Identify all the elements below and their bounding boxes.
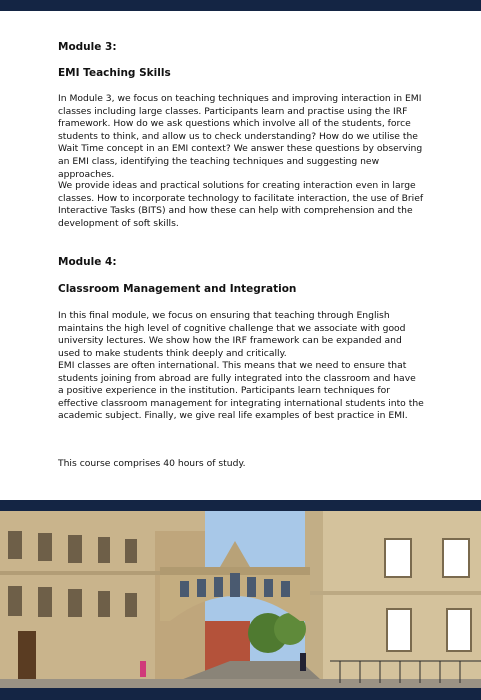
course-hours-note: This course comprises 40 hours of study. — [58, 458, 246, 469]
module-4-paragraph-2: EMI classes are often international. This means that we need to ensure that students joining from abroad are fully integrated into the classroom and have a positive experience in the institution. Participants learn techniques for effective classroom management for integrating international students into the academic subject. Finally, we give real life examples of best practice in EMI. — [58, 360, 424, 422]
bridge-of-sighs-photo — [0, 511, 481, 688]
module-4-paragraph-1: In this final module, we focus on ensuring that teaching through English maintains the high level of cognitive challenge that we associate with good university lectures. We show how the IRF framework can be expanded and used to make students think deeply and critically. — [58, 310, 406, 359]
divider-band — [0, 500, 481, 511]
module-3-paragraph-1: In Module 3, we focus on teaching techniques and improving interaction in EMI classes including large classes. Participants learn and practise using the IRF framework. How do we ask questions which involve all of the students, force students to think, and allow us to check understanding? How do we utilise the Wait Time concept in an EMI context? We answer these questions by observing an EMI class, identifying the teaching techniques and suggesting new approaches. — [58, 93, 423, 180]
module-4-label: Module 4: — [58, 256, 117, 268]
module-3-label: Module 3: — [58, 41, 117, 53]
module-3-paragraph-2: We provide ideas and practical solutions for creating interaction even in large classes. How to incorporate technology to facilitate interaction, the use of Brief Interactive Tasks (BITS) and how these can help with comprehension and the development of soft skills. — [58, 180, 424, 229]
oxford-street-illustration — [0, 511, 481, 688]
bottom-band — [0, 688, 481, 700]
module-3-title: EMI Teaching Skills — [58, 67, 171, 79]
top-band — [0, 0, 481, 11]
module-4-title: Classroom Management and Integration — [58, 283, 297, 295]
